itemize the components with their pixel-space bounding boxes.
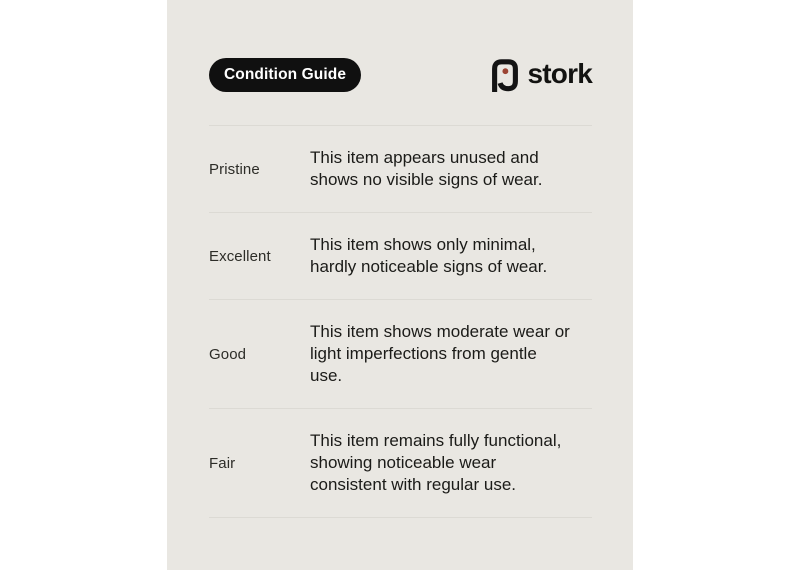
condition-label: Fair <box>209 454 236 472</box>
stork-logo <box>488 57 592 93</box>
condition-row-fair <box>209 408 592 517</box>
condition-guide-badge: Condition Guide <box>209 58 361 92</box>
condition-row-pristine <box>209 125 592 212</box>
condition-row-good <box>209 299 592 408</box>
condition-label: Good <box>209 345 247 363</box>
stork-wordmark: stork <box>527 57 592 89</box>
card-header <box>209 0 592 93</box>
condition-label: Excellent <box>209 247 271 265</box>
condition-list <box>209 125 592 518</box>
condition-label: Pristine <box>209 160 260 178</box>
stork-logo-icon <box>488 57 522 93</box>
condition-description: This item shows only minimal, hardly noticeable signs of wear. <box>310 235 548 276</box>
condition-row-excellent <box>209 212 592 299</box>
condition-description: This item shows moderate wear or light imperfections from gentle use. <box>310 322 570 385</box>
condition-guide-card <box>167 0 633 570</box>
condition-description: This item remains fully functional, showing noticeable wear consistent with regular use. <box>310 431 562 494</box>
condition-description: This item appears unused and shows no visible signs of wear. <box>310 148 543 189</box>
